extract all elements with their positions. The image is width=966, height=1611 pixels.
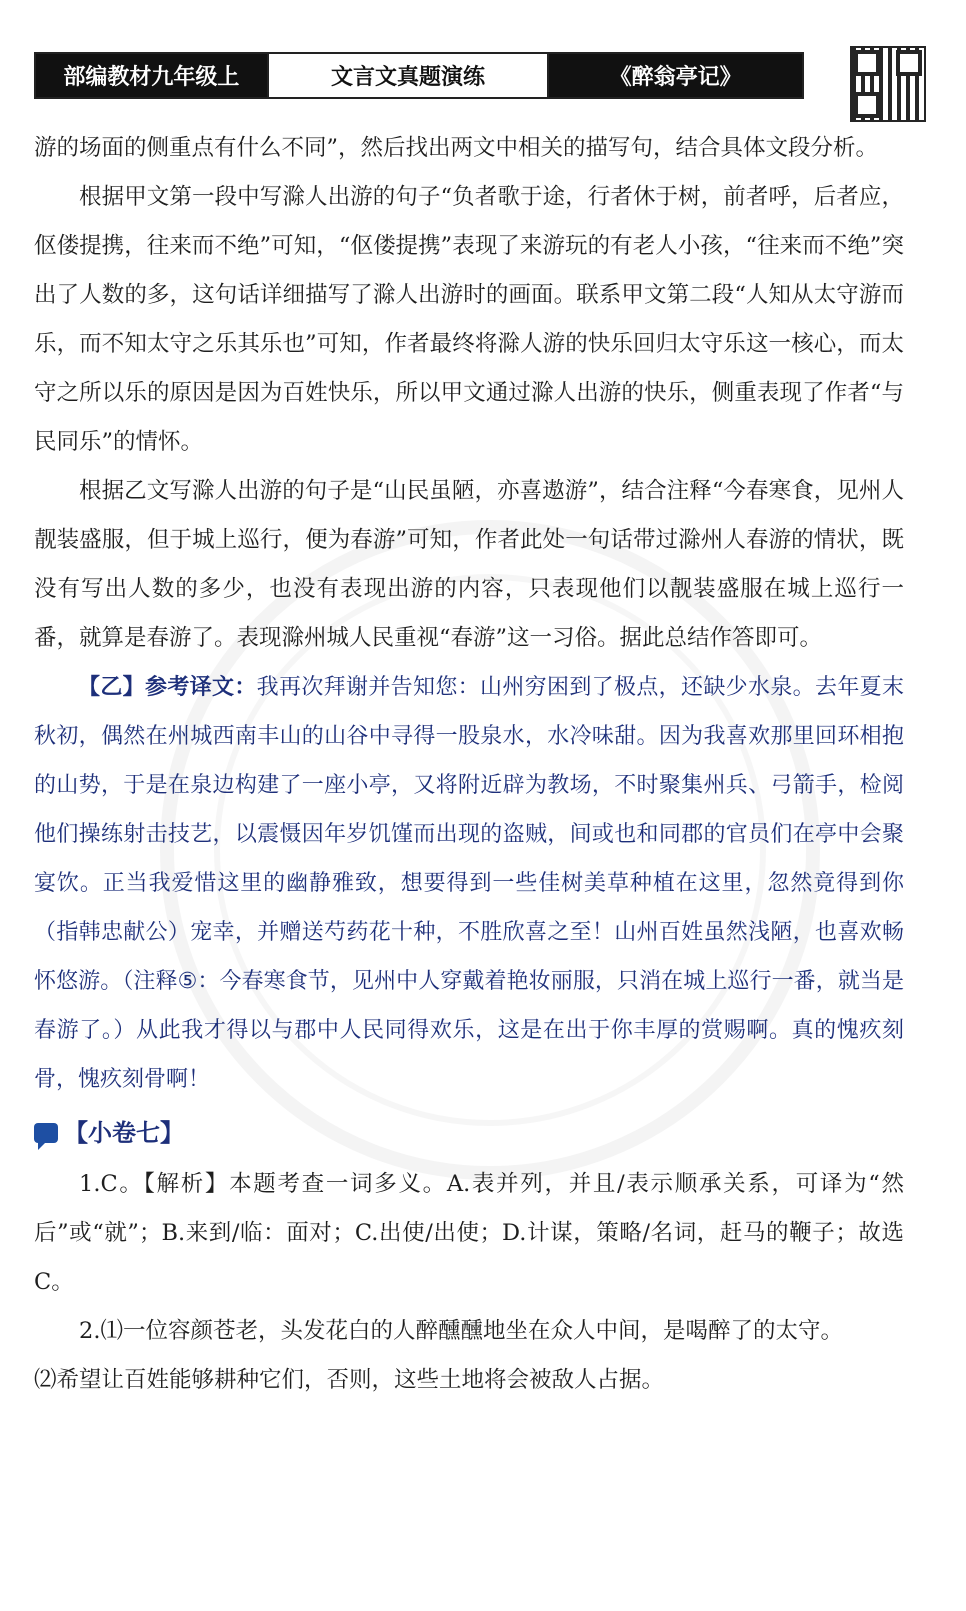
header-grade: 部编教材九年级上 — [36, 54, 267, 97]
translation-paragraph — [34, 663, 904, 1104]
answer-1: 1.C。【解析】本题考查一词多义。A.表并列，并且/表示顺承关系，可译为“然后”或“就”；B.来到/临：面对；C.出使/出使；D.计谋，策略/名词，赶马的鞭子；故选C。 — [34, 1171, 904, 1295]
paragraph-analysis-jia: 根据甲文第一段中写滁人出游的句子“负者歌于途，行者休于树，前者呼，后者应，伛偻提携，往来而不绝”可知，“伛偻提携”表现了来游玩的有老人小孩，“往来而不绝”突出了人数的多，这句话详细描写了滁人出游时的画面。联系甲文第二段“人知从太守游而乐，而不知太守之乐其乐也”可知，作者最终将滁人游的快乐回归太守乐这一核心，而太守之所以乐的原因是因为百姓快乐，所以甲文通过滁人出游的快乐，侧重表现了作者“与民同乐”的情怀。 — [34, 184, 904, 455]
translation-text: 我再次拜谢并告知您：山州穷困到了极点，还缺少水泉。去年夏末秋初，偶然在州城西南丰山的山谷中寻得一股泉水，水冷味甜。因为我喜欢那里回环相抱的山势，于是在泉边构建了一座小亭，又将附近辟为教场，不时聚集州兵、弓箭手，检阅他们操练射击技艺，以震慑因年岁饥馑而出现的盗贼，间或也和同郡的官员们在亭中会聚宴饮。正当我爱惜这里的幽静雅致，想要得到一些佳树美草种植在这里，忽然竟得到你（指韩忠献公）宠幸，并赠送芍药花十种，不胜欣喜之至！山州百姓虽然浅陋，也喜欢畅怀悠游。（注释⑤：今春寒食节，见州中人穿戴着艳妆丽服，只消在城上巡行一番，就当是春游了。）从此我才得以与郡中人民同得欢乐，这是在出于你丰厚的赏赐啊。真的愧疚刻骨，愧疚刻骨啊！ — [34, 675, 904, 1092]
header-bar — [34, 52, 804, 99]
answer-2-part-1: 2.⑴一位容颜苍老，头发花白的人醉醺醺地坐在众人中间，是喝醉了的太守。 — [79, 1318, 843, 1344]
speech-bubble-icon — [34, 1123, 58, 1143]
answer-2-part-2: ⑵希望让百姓能够耕种它们，否则，这些土地将会被敌人占据。 — [34, 1367, 665, 1393]
main-content — [34, 124, 904, 1405]
paragraph-analysis-yi: 根据乙文写滁人出游的句子是“山民虽陋，亦喜遨游”，结合注释“今春寒食，见州人靓装盛服，但于城上巡行，便为春游”可知，作者此处一句话带过滁州人春游的情状，既没有写出人数的多少，也没有表现出游的内容，只表现他们以靓装盛服在城上巡行一番，就算是春游了。表现滁州城人民重视“春游”这一习俗。据此总结作答即可。 — [34, 478, 904, 651]
translation-label: 【乙】参考译文： — [78, 675, 257, 700]
header-topic: 文言文真题演练 — [267, 54, 550, 97]
section-title: 【小卷七】 — [64, 1119, 184, 1147]
header-title: 《醉翁亭记》 — [549, 54, 802, 97]
section-heading — [34, 1110, 904, 1156]
qr-code-icon — [852, 48, 924, 120]
paragraph-continued: 游的场面的侧重点有什么不同”，然后找出两文中相关的描写句，结合具体文段分析。 — [34, 135, 879, 161]
